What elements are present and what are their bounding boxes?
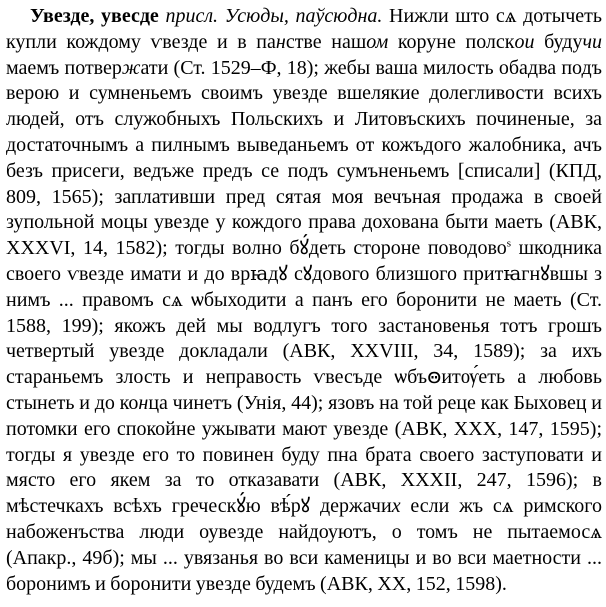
italic-letters: ж — [121, 56, 141, 79]
citation-text: если жъ сѧ римского набоженъства люди оувезде найдоуютъ, о томъ не пытаемосѧ (Апакр., 49б); мы ... увязанья во вси каменицы и во вси маетности ... боронимъ и боронити увезде будемъ (АВК, XX, 152, 1598). — [6, 495, 602, 595]
italic-letters: ои — [514, 30, 535, 53]
citation-text: коруне полск — [388, 30, 515, 53]
citation-text: Нижли што сѧ дотычеть купли кождому ѵвезде и в па — [6, 5, 603, 53]
entry-gloss: Усюды, паўсюдна. — [224, 5, 383, 27]
citation-text: шкодника своего ѵвезде имати и до врꙗдꙋ сꙋдового близшого притꙗгнꙋвшы з нимъ ... правомъ сѧ ѡбыходити а панъ его боронити не маеть (Ст. 1588, 199); якожъ дей мы водлугъ того застановенья тотъ грошъ четвертый увезде докладали (АВК, XXVIII, 34, 1589); за ихъ стараньемъ злость и неправость ѵвесъде ѡбъꙫитѹ́еть а любовь стынеть и до ко — [6, 237, 602, 414]
citation-text: буду — [534, 30, 583, 53]
italic-letters: х — [391, 495, 401, 518]
citation-text: маемъ потвер — [6, 56, 122, 79]
italic-letters: н — [138, 391, 149, 414]
dictionary-entry — [6, 4, 602, 597]
citation-text: стве наш — [285, 30, 367, 53]
entry-headword: Увезде, увесде — [30, 5, 159, 27]
citation-text: ати (Ст. 1529–Ф, 18); жебы ваша милость обадва подъ верою и сумненьемъ своимъ увезде вшелякие долегливости всихъ людей, отъ служобныхъ Польскихъ и Литовъскихъ починеные, за достаточнымъ а пилнымъ выведаньемъ от кожъдого жалобника, ачъ безъ присеги, ведъже предъ се подъ сумъненьемъ [списали] (КПД, 809, 1565); заплативши пред сятая моя вечъная продажа в своей зупольной моцы увезде у кождого права дохована быти маеть (АВК, XXXVI, 14, 1582); тогды волно бꙋ́деть стороне поводово — [6, 56, 602, 260]
citations-text — [6, 5, 602, 595]
grammar-label: присл. — [165, 5, 219, 27]
citation-text: ца чинетъ (Унія, 44); язовъ на той реце как Быховец и потомки его спокойне ужывати мают увезде (АВК, XXX, 147, 1595); тогды я увезде его то повинен буду пна брата своего заступовати и място его якем за то отказавати (АВК, XXXII, 247, 1596); в мѣстечкахъ всѣхъ греческꙋ́ю вѣ́рꙋ держачи — [6, 391, 602, 518]
italic-letters: чи — [582, 30, 602, 53]
italic-letters: ом — [366, 30, 389, 53]
italic-letters: н — [275, 30, 286, 53]
superscript-letter: s — [506, 237, 512, 250]
